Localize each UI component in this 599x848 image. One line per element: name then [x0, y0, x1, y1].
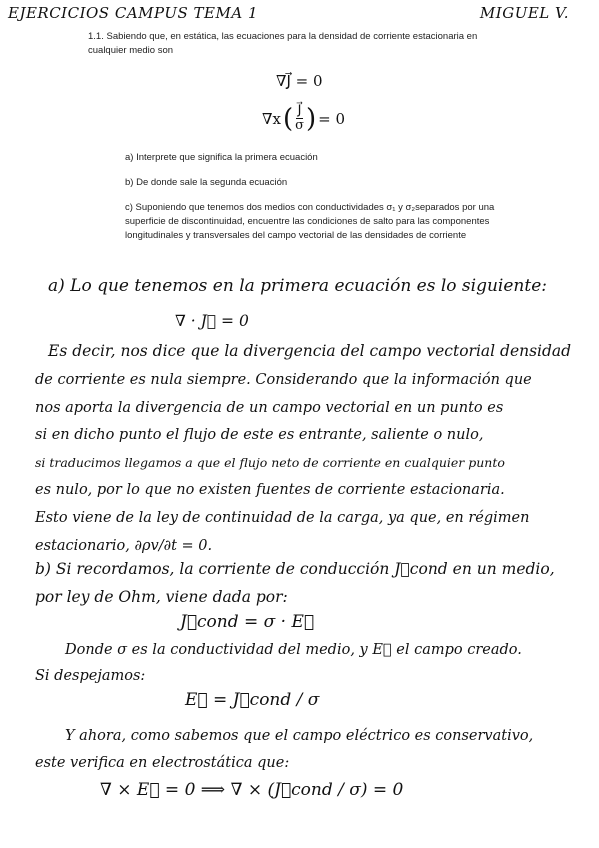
question-b: b) De donde sale la segunda ecuación	[125, 177, 288, 188]
curl-operator: ∇x	[262, 109, 281, 128]
problem-statement: 1.1. Sabiendo que, en estática, las ecuaciones para la densidad de corriente estacionaria en cualquier medio son	[88, 31, 478, 56]
answer-b-line: por ley de Ohm, viene dada por:	[35, 588, 288, 606]
question-a: a) Interprete que significa la primera ecuación	[125, 152, 318, 163]
answer-b-line: b) Si recordamos, la corriente de conducción J⃗cond en un medio,	[35, 560, 555, 578]
answer-a-equation: ∇ · J⃗ = 0	[175, 312, 249, 330]
fraction-numerator: J⃗	[297, 103, 302, 118]
question-c: c) Suponiendo que tenemos dos medios con conductividades σ₁ y σ₂separados por una superficie de discontinuidad, encuentre las condiciones de salto para las componentes longitudinales y transversales del campo vectorial de las densidades de corriente	[125, 202, 495, 241]
fraction-denominator: σ	[295, 118, 304, 133]
answer-b-equation: J⃗cond = σ · E⃗	[180, 612, 315, 632]
paren-close: )	[305, 103, 317, 134]
equation-curl	[262, 104, 345, 133]
page-header-title: EJERCICIOS CAMPUS TEMA 1	[8, 4, 258, 22]
equation-rhs: = 0	[318, 109, 346, 128]
answer-b-equation: E⃗ = J⃗cond / σ	[185, 690, 320, 710]
answer-a-line: si traducimos llegamos a que el flujo neto de corriente en cualquier punto	[35, 455, 505, 470]
answer-a-line: Es decir, nos dice que la divergencia del campo vectorial densidad	[48, 342, 572, 360]
answer-a-line: Esto viene de la ley de continuidad de la carga, ya que, en régimen	[35, 510, 530, 526]
fraction	[295, 104, 304, 133]
answer-a-line: de corriente es nula siempre. Considerando que la información que	[35, 372, 532, 388]
answer-b-line: Si despejamos:	[35, 668, 146, 684]
answer-a-line: nos aporta la divergencia de un campo vectorial en un punto es	[35, 400, 504, 416]
answer-b-equation: ∇ × E⃗ = 0 ⟹ ∇ × (J⃗cond / σ) = 0	[100, 780, 404, 800]
answer-a-line: es nulo, por lo que no existen fuentes de corriente estacionaria.	[35, 482, 505, 498]
equation-divergence: ∇J⃗ = 0	[276, 72, 323, 90]
answer-b-line: Y ahora, como sabemos que el campo eléctrico es conservativo,	[65, 728, 534, 744]
author-name: MIGUEL V.	[479, 4, 569, 22]
answer-b-line: Donde σ es la conductividad del medio, y E⃗ el campo creado.	[65, 642, 522, 658]
answer-a-line: si en dicho punto el flujo de este es entrante, saliente o nulo,	[35, 427, 484, 443]
answer-a-line: estacionario, ∂ρv/∂t = 0.	[35, 538, 213, 554]
paren-open: (	[282, 103, 294, 134]
answer-b-line: este verifica en electrostática que:	[35, 755, 290, 771]
answer-a-line: a) Lo que tenemos en la primera ecuación es lo siguiente:	[48, 276, 547, 296]
